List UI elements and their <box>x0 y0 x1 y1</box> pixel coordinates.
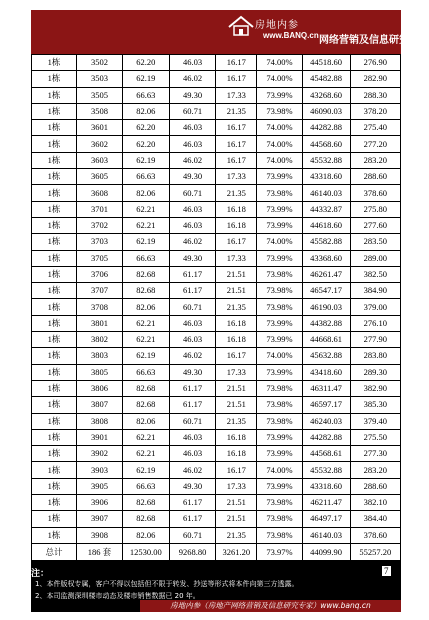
table-cell: 21.51 <box>216 380 257 396</box>
table-cell: 3608 <box>77 185 123 201</box>
table-cell: 3505 <box>77 87 123 103</box>
table-cell: 282.90 <box>350 71 400 87</box>
table-cell: 1栋 <box>32 478 77 494</box>
table-cell: 43318.60 <box>302 478 350 494</box>
table-cell: 66.63 <box>122 250 169 266</box>
table-cell: 74.00% <box>257 462 302 478</box>
table-cell: 46.03 <box>169 315 215 331</box>
table-cell: 73.98% <box>257 103 302 119</box>
table-row <box>32 429 401 445</box>
header-banner <box>31 10 429 54</box>
table-cell: 283.20 <box>350 462 400 478</box>
table-cell: 82.06 <box>122 527 169 543</box>
table-cell: 16.18 <box>216 446 257 462</box>
table-row <box>32 527 401 543</box>
table-cell: 62.19 <box>122 71 169 87</box>
table-cell: 62.19 <box>122 348 169 364</box>
table-cell: 74.00% <box>257 71 302 87</box>
table-cell: 44382.88 <box>302 315 350 331</box>
table-cell: 3705 <box>77 250 123 266</box>
table-cell: 1栋 <box>32 527 77 543</box>
table-cell: 45482.88 <box>302 71 350 87</box>
table-cell: 16.17 <box>216 136 257 152</box>
header-title: 网络营销及信息研究专家 <box>319 35 429 46</box>
table-cell: 60.71 <box>169 103 215 119</box>
table-cell: 275.80 <box>350 201 400 217</box>
sales-table <box>31 54 401 562</box>
table-cell: 45632.88 <box>302 348 350 364</box>
page-number: 7 <box>384 566 389 576</box>
table-cell: 43268.60 <box>302 87 350 103</box>
table-cell: 73.99% <box>257 217 302 233</box>
table-cell: 1栋 <box>32 201 77 217</box>
table-cell: 1栋 <box>32 55 77 71</box>
table-cell: 46311.47 <box>302 380 350 396</box>
table-cell: 73.98% <box>257 495 302 511</box>
table-cell: 1栋 <box>32 266 77 282</box>
table-cell: 1栋 <box>32 380 77 396</box>
table-cell: 3906 <box>77 495 123 511</box>
table-cell: 3602 <box>77 136 123 152</box>
table-cell: 46.02 <box>169 152 215 168</box>
table-cell: 46.03 <box>169 429 215 445</box>
table-cell: 43418.60 <box>302 364 350 380</box>
table-cell: 288.60 <box>350 478 400 494</box>
table-cell: 1栋 <box>32 152 77 168</box>
table-cell: 1栋 <box>32 315 77 331</box>
table-cell: 277.60 <box>350 217 400 233</box>
table-cell: 73.99% <box>257 250 302 266</box>
table-cell: 45532.88 <box>302 462 350 478</box>
table-cell: 46.03 <box>169 120 215 136</box>
table-cell: 73.98% <box>257 283 302 299</box>
table-cell: 1栋 <box>32 87 77 103</box>
table-cell: 44282.88 <box>302 429 350 445</box>
table-cell: 16.18 <box>216 332 257 348</box>
table-cell: 73.99% <box>257 169 302 185</box>
table-row <box>32 234 401 250</box>
table-cell: 73.98% <box>257 397 302 413</box>
table-cell: 277.30 <box>350 446 400 462</box>
table-cell: 17.33 <box>216 250 257 266</box>
table-cell: 1栋 <box>32 250 77 266</box>
table-cell: 73.98% <box>257 527 302 543</box>
table-cell: 3502 <box>77 55 123 71</box>
table-cell: 73.98% <box>257 185 302 201</box>
table-cell: 3908 <box>77 527 123 543</box>
table-row <box>32 299 401 315</box>
table-cell: 384.90 <box>350 283 400 299</box>
table-cell: 46090.03 <box>302 103 350 119</box>
table-cell: 66.63 <box>122 364 169 380</box>
table-cell: 1栋 <box>32 397 77 413</box>
table-row <box>32 397 401 413</box>
table-cell: 43318.60 <box>302 169 350 185</box>
table-cell: 277.20 <box>350 136 400 152</box>
table-cell: 82.06 <box>122 185 169 201</box>
table-cell: 1栋 <box>32 364 77 380</box>
table-cell: 74.00% <box>257 55 302 71</box>
table-cell: 1栋 <box>32 495 77 511</box>
table-cell: 49.30 <box>169 169 215 185</box>
table-cell: 62.21 <box>122 446 169 462</box>
table-cell: 16.17 <box>216 462 257 478</box>
table-cell: 49.30 <box>169 87 215 103</box>
total-cell: 12530.00 <box>122 543 169 561</box>
table-cell: 62.21 <box>122 315 169 331</box>
table-cell: 46.02 <box>169 71 215 87</box>
table-row <box>32 201 401 217</box>
note-line-1: 1、本件版权专属，客户不得以包括但不限于转发、抄送等形式将本件向第三方透露。 <box>35 580 299 588</box>
table-cell: 3503 <box>77 71 123 87</box>
table-cell: 276.90 <box>350 55 400 71</box>
table-cell: 3902 <box>77 446 123 462</box>
table-cell: 62.21 <box>122 429 169 445</box>
table-cell: 1栋 <box>32 299 77 315</box>
total-cell: 44099.90 <box>302 543 350 561</box>
table-cell: 3801 <box>77 315 123 331</box>
table-cell: 82.06 <box>122 413 169 429</box>
total-cell: 55257.20 <box>350 543 400 561</box>
table-cell: 73.98% <box>257 299 302 315</box>
table-row <box>32 120 401 136</box>
table-row <box>32 250 401 266</box>
table-cell: 46.03 <box>169 217 215 233</box>
table-cell: 379.00 <box>350 299 400 315</box>
table-cell: 21.51 <box>216 266 257 282</box>
table-cell: 16.17 <box>216 348 257 364</box>
table-cell: 44618.60 <box>302 217 350 233</box>
table-cell: 378.60 <box>350 527 400 543</box>
table-cell: 21.35 <box>216 103 257 119</box>
table-cell: 46.03 <box>169 446 215 462</box>
table-cell: 16.18 <box>216 217 257 233</box>
table-cell: 378.60 <box>350 185 400 201</box>
table-cell: 16.18 <box>216 429 257 445</box>
table-row <box>32 413 401 429</box>
table-cell: 73.99% <box>257 364 302 380</box>
table-row <box>32 495 401 511</box>
table-cell: 46240.03 <box>302 413 350 429</box>
table-cell: 1栋 <box>32 413 77 429</box>
table-cell: 46211.47 <box>302 495 350 511</box>
table-cell: 46497.17 <box>302 511 350 527</box>
table-cell: 21.35 <box>216 527 257 543</box>
table-cell: 382.50 <box>350 266 400 282</box>
table-cell: 21.35 <box>216 185 257 201</box>
table-cell: 16.17 <box>216 71 257 87</box>
table-cell: 62.21 <box>122 217 169 233</box>
table-cell: 66.63 <box>122 87 169 103</box>
table-cell: 46.03 <box>169 55 215 71</box>
table-cell: 82.68 <box>122 266 169 282</box>
table-cell: 3601 <box>77 120 123 136</box>
table-cell: 82.68 <box>122 511 169 527</box>
table-cell: 73.98% <box>257 511 302 527</box>
table-row <box>32 169 401 185</box>
table-cell: 44518.60 <box>302 55 350 71</box>
table-cell: 3803 <box>77 348 123 364</box>
table-cell: 73.99% <box>257 201 302 217</box>
table-cell: 378.20 <box>350 103 400 119</box>
table-cell: 46140.03 <box>302 185 350 201</box>
table-row <box>32 348 401 364</box>
table-cell: 16.17 <box>216 234 257 250</box>
table-cell: 46.02 <box>169 234 215 250</box>
table-cell: 60.71 <box>169 185 215 201</box>
table-cell: 277.90 <box>350 332 400 348</box>
table-cell: 74.00% <box>257 348 302 364</box>
table-cell: 82.68 <box>122 495 169 511</box>
note-line-2: 2、本司监测深圳楼市动态及楼市销售数据已 20 年。 <box>35 592 200 600</box>
table-cell: 60.71 <box>169 527 215 543</box>
table-cell: 44668.61 <box>302 332 350 348</box>
table-cell: 73.99% <box>257 315 302 331</box>
table-cell: 62.19 <box>122 234 169 250</box>
table-cell: 44332.87 <box>302 201 350 217</box>
table-cell: 82.06 <box>122 103 169 119</box>
table-cell: 1栋 <box>32 429 77 445</box>
total-cell: 3261.20 <box>216 543 257 561</box>
table-cell: 62.21 <box>122 332 169 348</box>
table-cell: 275.50 <box>350 429 400 445</box>
table-cell: 288.60 <box>350 169 400 185</box>
table-cell: 3808 <box>77 413 123 429</box>
table-cell: 3701 <box>77 201 123 217</box>
table-cell: 1栋 <box>32 283 77 299</box>
table-cell: 46.03 <box>169 332 215 348</box>
table-cell: 3901 <box>77 429 123 445</box>
table-cell: 46190.03 <box>302 299 350 315</box>
table-cell: 62.19 <box>122 462 169 478</box>
table-cell: 60.71 <box>169 299 215 315</box>
table-cell: 16.17 <box>216 55 257 71</box>
table-cell: 43368.60 <box>302 250 350 266</box>
table-cell: 283.20 <box>350 152 400 168</box>
table-row <box>32 283 401 299</box>
table-cell: 1栋 <box>32 511 77 527</box>
table-cell: 73.99% <box>257 478 302 494</box>
table-cell: 1栋 <box>32 185 77 201</box>
table-cell: 3707 <box>77 283 123 299</box>
total-label: 总计 <box>32 543 77 561</box>
total-cell: 186 套 <box>77 543 123 561</box>
table-cell: 3708 <box>77 299 123 315</box>
table-cell: 73.99% <box>257 429 302 445</box>
table-cell: 3802 <box>77 332 123 348</box>
table-cell: 44568.60 <box>302 136 350 152</box>
table-cell: 21.51 <box>216 495 257 511</box>
table-cell: 384.40 <box>350 511 400 527</box>
table-row <box>32 446 401 462</box>
table-row <box>32 478 401 494</box>
table-cell: 74.00% <box>257 234 302 250</box>
table-cell: 46.03 <box>169 201 215 217</box>
table-cell: 61.17 <box>169 283 215 299</box>
table-cell: 3702 <box>77 217 123 233</box>
table-cell: 44282.88 <box>302 120 350 136</box>
table-cell: 16.17 <box>216 120 257 136</box>
table-cell: 1栋 <box>32 462 77 478</box>
table-row <box>32 380 401 396</box>
table-cell: 73.99% <box>257 446 302 462</box>
table-cell: 1栋 <box>32 169 77 185</box>
table-cell: 61.17 <box>169 495 215 511</box>
table-cell: 49.30 <box>169 478 215 494</box>
table-cell: 73.98% <box>257 266 302 282</box>
table-cell: 62.20 <box>122 55 169 71</box>
table-cell: 3605 <box>77 169 123 185</box>
table-cell: 1栋 <box>32 71 77 87</box>
table-cell: 61.17 <box>169 380 215 396</box>
table-cell: 73.98% <box>257 413 302 429</box>
table-cell: 46.02 <box>169 462 215 478</box>
table-cell: 275.40 <box>350 120 400 136</box>
table-row <box>32 152 401 168</box>
table-row <box>32 185 401 201</box>
table-cell: 288.30 <box>350 87 400 103</box>
table-row <box>32 266 401 282</box>
table-row <box>32 136 401 152</box>
table-cell: 44568.61 <box>302 446 350 462</box>
table-cell: 16.18 <box>216 315 257 331</box>
table-cell: 283.80 <box>350 348 400 364</box>
table-cell: 379.40 <box>350 413 400 429</box>
table-cell: 66.63 <box>122 478 169 494</box>
table-cell: 46.03 <box>169 136 215 152</box>
table-cell: 73.98% <box>257 380 302 396</box>
table-cell: 3508 <box>77 103 123 119</box>
table-cell: 62.20 <box>122 136 169 152</box>
table-cell: 73.99% <box>257 87 302 103</box>
table-cell: 1栋 <box>32 348 77 364</box>
table-row <box>32 87 401 103</box>
table-cell: 60.71 <box>169 413 215 429</box>
table-cell: 21.51 <box>216 511 257 527</box>
table-row <box>32 315 401 331</box>
table-cell: 66.63 <box>122 169 169 185</box>
table-cell: 62.21 <box>122 201 169 217</box>
table-cell: 283.50 <box>350 234 400 250</box>
table-cell: 46140.03 <box>302 527 350 543</box>
notes-heading: 注： <box>31 569 50 579</box>
table-cell: 62.20 <box>122 120 169 136</box>
table-cell: 74.00% <box>257 120 302 136</box>
table-cell: 3903 <box>77 462 123 478</box>
table-cell: 49.30 <box>169 364 215 380</box>
table-cell: 21.35 <box>216 413 257 429</box>
table-cell: 1栋 <box>32 103 77 119</box>
table-cell: 382.10 <box>350 495 400 511</box>
table-cell: 16.18 <box>216 201 257 217</box>
table-cell: 289.00 <box>350 250 400 266</box>
table-cell: 17.33 <box>216 364 257 380</box>
footer-bar: 房地内参（房地产网络营销及信息研究专家）www.banq.cn <box>140 600 401 612</box>
table-cell: 82.06 <box>122 299 169 315</box>
table-cell: 1栋 <box>32 136 77 152</box>
table-cell: 3706 <box>77 266 123 282</box>
table-row <box>32 462 401 478</box>
table-cell: 21.35 <box>216 299 257 315</box>
table-cell: 1栋 <box>32 446 77 462</box>
table-cell: 46547.17 <box>302 283 350 299</box>
table-row <box>32 71 401 87</box>
site-url: www.BANQ.cn <box>263 31 319 40</box>
table-cell: 21.51 <box>216 397 257 413</box>
table-cell: 3905 <box>77 478 123 494</box>
table-cell: 1栋 <box>32 332 77 348</box>
table-cell: 49.30 <box>169 250 215 266</box>
table-row <box>32 332 401 348</box>
table-cell: 82.68 <box>122 397 169 413</box>
table-cell: 46261.47 <box>302 266 350 282</box>
table-cell: 17.33 <box>216 169 257 185</box>
table-cell: 82.68 <box>122 380 169 396</box>
table-cell: 17.33 <box>216 478 257 494</box>
table-cell: 74.00% <box>257 152 302 168</box>
table-cell: 62.19 <box>122 152 169 168</box>
table-cell: 46597.17 <box>302 397 350 413</box>
table-row <box>32 217 401 233</box>
table-cell: 61.17 <box>169 266 215 282</box>
table-cell: 276.10 <box>350 315 400 331</box>
table-row <box>32 364 401 380</box>
table-cell: 61.17 <box>169 511 215 527</box>
table-cell: 382.90 <box>350 380 400 396</box>
table-cell: 82.68 <box>122 283 169 299</box>
table-cell: 1栋 <box>32 120 77 136</box>
table-cell: 16.17 <box>216 152 257 168</box>
table-cell: 45532.88 <box>302 152 350 168</box>
total-cell: 73.97% <box>257 543 302 561</box>
table-cell: 17.33 <box>216 87 257 103</box>
total-cell: 9268.80 <box>169 543 215 561</box>
table-cell: 3806 <box>77 380 123 396</box>
table-cell: 289.30 <box>350 364 400 380</box>
table-cell: 3805 <box>77 364 123 380</box>
table-cell: 3603 <box>77 152 123 168</box>
table-cell: 3807 <box>77 397 123 413</box>
table-cell: 385.30 <box>350 397 400 413</box>
table-cell: 3703 <box>77 234 123 250</box>
table-row <box>32 511 401 527</box>
table-cell: 46.02 <box>169 348 215 364</box>
table-cell: 1栋 <box>32 217 77 233</box>
table-cell: 21.51 <box>216 283 257 299</box>
house-logo-icon <box>227 15 255 37</box>
brand-name: 房地内参 <box>255 20 299 31</box>
table-cell: 73.99% <box>257 332 302 348</box>
table-row <box>32 103 401 119</box>
table-cell: 45582.88 <box>302 234 350 250</box>
table-cell: 61.17 <box>169 397 215 413</box>
table-row <box>32 55 401 71</box>
total-row <box>32 543 401 561</box>
table-cell: 3907 <box>77 511 123 527</box>
table-cell: 1栋 <box>32 234 77 250</box>
table-cell: 74.00% <box>257 136 302 152</box>
